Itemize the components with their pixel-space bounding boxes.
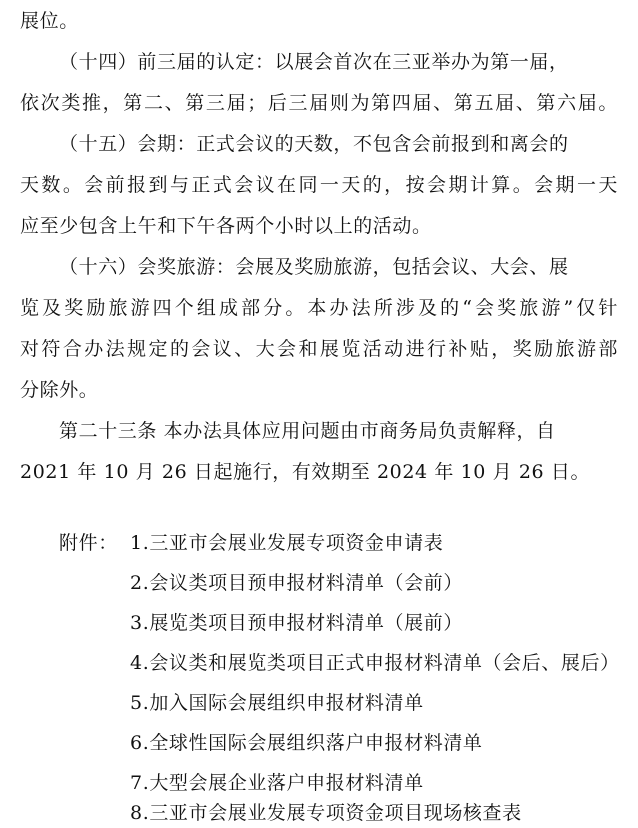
article-23-line-2: 2021 年 10 月 26 日起施行，有效期至 2024 年 10 月 26 日。 — [20, 461, 591, 483]
text-line-9: 对符合办法规定的会议、大会和展览活动进行补贴，奖励旅游部 — [20, 338, 618, 360]
attachment-item-7: 7.大型会展企业落户申报材料清单 — [130, 772, 424, 794]
article-23-line-1: 第二十三条 本办法具体应用问题由市商务局负责解释，自 — [59, 420, 556, 442]
attachment-item-8: 8.三亚市会展业发展专项资金项目现场核查表 — [130, 802, 522, 824]
text-line-7: （十六）会奖旅游：会展及奖励旅游，包括会议、大会、展 — [59, 256, 569, 278]
text-line-5: 天数。会前报到与正式会议在同一天的，按会期计算。会期一天 — [20, 174, 618, 196]
attachment-item-2: 2.会议类项目预申报材料清单（会前） — [130, 572, 463, 594]
text-line-2: （十四）前三届的认定：以展会首次在三亚举办为第一届， — [59, 51, 569, 73]
text-line-1: 展位。 — [20, 10, 79, 32]
attachment-item-6: 6.全球性国际会展组织落户申报材料清单 — [130, 732, 483, 754]
text-line-6: 应至少包含上午和下午各两个小时以上的活动。 — [20, 215, 432, 237]
attachments-label: 附件： — [59, 532, 118, 554]
text-line-8: 览及奖励旅游四个组成部分。本办法所涉及的“会奖旅游”仅针 — [20, 297, 618, 319]
attachment-item-1: 1.三亚市会展业发展专项资金申请表 — [130, 532, 444, 554]
attachment-item-4: 4.会议类和展览类项目正式申报材料清单（会后、展后） — [130, 652, 620, 674]
text-line-4: （十五）会期：正式会议的天数，不包含会前报到和离会的 — [59, 133, 569, 155]
attachment-item-3: 3.展览类项目预申报材料清单（展前） — [130, 612, 463, 634]
text-line-10: 分除外。 — [20, 379, 99, 401]
attachment-item-5: 5.加入国际会展组织申报材料清单 — [130, 692, 424, 714]
text-line-3: 依次类推，第二、第三届；后三届则为第四届、第五届、第六届。 — [20, 92, 618, 114]
